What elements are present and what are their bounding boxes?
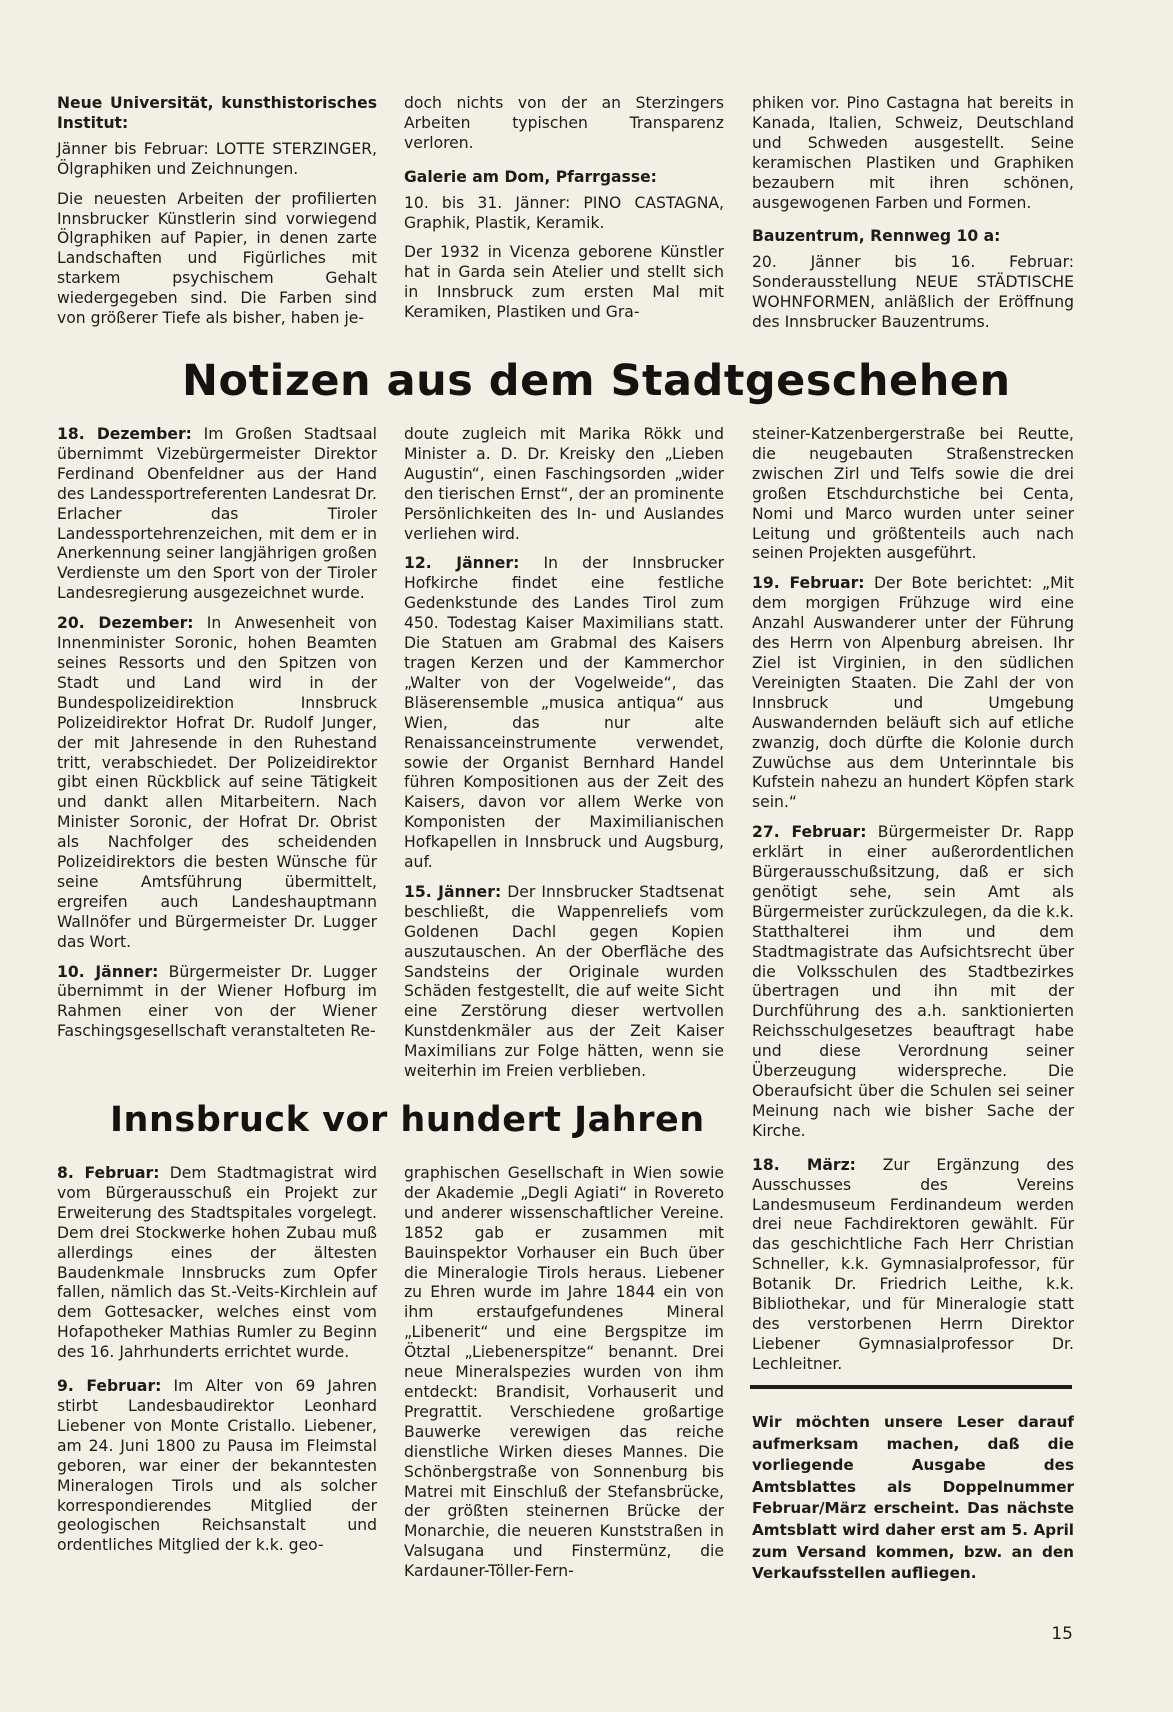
hundert-column-1 <box>57 1164 377 1566</box>
entry-text: Der Innsbrucker Stadtsenat beschließt, die Wappenreliefs vom Goldenen Dachl gegen Kopien auszutauschen. An der Oberfläche des Sandsteins der Originale wurden Schäden festgestellt, die auf weite Sicht eine Zerstörung dieser wertvollen Kunstdenkmäler aus der Zeit Kaiser Maximilians zur Folge hätten, wenn sie weiterhin im Freien verblieben. <box>404 882 724 1081</box>
exhibition-dates: Jänner bis Februar: LOTTE STERZINGER, Ölgraphiken und Zeichnungen. <box>57 139 377 178</box>
news-entry <box>57 963 377 1043</box>
entry-date: 19. Februar: <box>752 574 865 593</box>
news-entry-continued: graphischen Gesellschaft in Wien sowie der Akademie „Degli Agiati“ in Rovereto und anderer wissenschaftlicher Vereine. 1852 gab er zusammen mit Bauinspektor Vorhauser ein Buch über die Mineralogie Tirols heraus. Liebener zu Ehren wurde im Jahre 1844 ein von ihm erstaufgefundenes Mineral „Libenerit“ und eine Bergspitze im Ötztal „Liebenerspitze“ benannt. Drei neue Mineralspezies wurden von ihm entdeckt: Brandisit, Vorhauserit und Pregrattit. Verschiedene großartige Bauwerke verewigen das reiche dienstliche Wirken dieses Mannes. Die Schönbergstraße von Sonnenburg bis Matrei mit Einschluß der Stefansbrücke, der größten steinernen Brücke der Monarchie, die neueren Kunststraßen in Valsugana und Finstermünz, die Kardauner-Töller-Fern- <box>404 1164 724 1581</box>
entry-date: 9. Februar: <box>57 1377 162 1396</box>
exhibition-heading: Bauzentrum, Rennweg 10 a: <box>752 227 1001 246</box>
exhibition-text: phiken vor. Pino Castagna hat bereits in Kanada, Italien, Schweiz, Deutschland und Schweden ausgestellt. Seine keramischen Plastiken und Graphiken bezaubern mit ihren schönen, ausgewogenen Farben und Formen. <box>752 94 1074 212</box>
news-entry <box>752 823 1074 1142</box>
entry-text: Im Großen Stadtsaal übernimmt Vizebürgermeister Direktor Ferdinand Obenfeldner aus der Hand des Landessportreferenten Landesrat Dr. Erlacher das Tiroler Landessportehrenzeichen, mit dem er in Anerkennung seiner langjährigen großen Verdienste um den Sport von der Tiroler Landesregierung ausgezeichnet wurde. <box>57 425 377 603</box>
top-column-2 <box>404 94 724 333</box>
news-entry <box>57 614 377 952</box>
news-entry-continued: steiner-Katzenbergerstraße bei Reutte, die neugebauten Straßenstrecken zwischen Zirl und Telfs sowie die drei großen Etschdurchstiche bei Centa, Nomi und Marco wurden unter seiner Leitung und größtenteils auch nach seinen Projekten ausgeführt. <box>752 425 1074 563</box>
entry-date: 20. Dezember: <box>57 614 194 633</box>
entry-date: 15. Jänner: <box>404 882 502 901</box>
exhibition-text: doch nichts von der an Sterzingers Arbeiten typischen Transparenz verloren. <box>404 94 724 152</box>
notizen-column-2 <box>404 425 724 1092</box>
entry-date: 12. Jänner: <box>404 554 520 573</box>
news-entry <box>57 425 377 604</box>
news-entry <box>752 1156 1074 1375</box>
entry-text-split: 10. Jänner: Bürgermeister Dr. Lugger übernimmt in der Wiener Hofburg im Rahmen einer von der Wiener Faschingsgesellschaft veranstalteten Re- <box>57 962 377 1041</box>
exhibition-heading: Galerie am Dom, Pfarrgasse: <box>404 167 657 186</box>
section-title-notizen: Notizen aus dem Stadtgeschehen <box>182 356 1011 406</box>
exhibition-text: Der 1932 in Vicenza geborene Künstler hat in Garda sein Atelier und stellt sich in Innsbruck zum ersten Mal mit Keramiken, Plastiken und Gra- <box>404 243 724 322</box>
news-entry <box>752 574 1074 813</box>
reader-notice: Wir möchten unsere Leser darauf aufmerksam machen, daß die vorliegende Ausgabe des Amtsblattes als Doppelnummer Februar/März erscheint. Das nächste Amtsblatt wird daher erst am 5. April zum Versand kommen, bzw. an den Verkaufsstellen aufliegen. <box>752 1413 1074 1583</box>
divider-rule <box>750 1385 1072 1389</box>
entry-date: 8. Februar: <box>57 1164 160 1182</box>
exhibition-heading: Neue Universität, kunsthistorisches Institut: <box>57 94 377 132</box>
news-entry <box>57 1377 377 1556</box>
news-entry <box>404 554 724 873</box>
entry-text: In der Innsbrucker Hofkirche findet eine festliche Gedenkstunde des Landes Tirol zum 450. Todestag Kaiser Maximilians statt. Die Statuen am Grabmal des Kaisers tragen Kerzen und der Kammerchor „Walter von der Vogelweide“, das Bläserensemble „musica antiqua“ aus Wien, das nur alte Renaissanceinstrumente verwendet, sowie der Organist Bernhard Handel führen Kompositionen aus der Zeit des Kaisers, davon vor allem Werke von Komponisten der Maximilianischen Hofkapellen in Innsbruck und Augsburg, auf. <box>404 554 724 872</box>
section-title-hundert-jahre: Innsbruck vor hundert Jahren <box>110 1100 705 1140</box>
entry-date: 18. Dezember: <box>57 425 192 443</box>
right-column <box>752 425 1074 1385</box>
entry-text: Bürgermeister Dr. Rapp erklärt in einer außerordentlichen Bürgerausschußsitzung, daß er sich genötigt sehe, sein Amt als Bürgermeister zurückzulegen, da die k.k. Statthalterei ihm und dem Stadtmagistrate das Aufsichtsrecht über die Volksschulen des Stadtbezirkes übertragen und ihn mit der Durchführung des a.h. sanktionierten Reichsschulgesetzes beauftragt habe und diese Verordnung seiner Überzeugung widerspreche. Die Oberaufsicht über die Schulen sei seiner Meinung nach wie bisher Sache der Kirche. <box>752 823 1074 1140</box>
entry-date: 27. Februar: <box>752 823 867 842</box>
notizen-column-1 <box>57 425 377 1052</box>
entry-text: Dem Stadtmagistrat wird vom Bürgerausschuß ein Projekt zur Erweiterung des Stadtspitales vorgelegt. Dem drei Stockwerke hohen Zubau muß allerdings eines der ältesten Baudenkmale Innsbrucks zum Opfer fallen, nämlich das St.-Veits-Kirchlein auf dem Gottesacker, welches einst vom Hofapotheker Mathias Rumler zu Beginn des 16. Jahrhunderts errichtet wurde. <box>57 1164 377 1362</box>
news-entry <box>57 1164 377 1363</box>
news-entry-continued: doute zugleich mit Marika Rökk und Minister a. D. Dr. Kreisky den „Lieben Augustin“, einen Faschingsorden „wider den tierischen Ernst“, der an prominente Persönlichkeiten des In- und Auslandes verliehen wird. <box>404 425 724 543</box>
entry-date: 18. März: <box>752 1155 856 1174</box>
top-column-3 <box>752 94 1074 343</box>
entry-text: Zur Ergänzung des Ausschusses des Vereins Landesmuseum Ferdinandeum werden drei neue Fachdirektoren gewählt. Für das geschichtliche Fach Herr Christian Schneller, k.k. Gymnasialprofessor, für Botanik Dr. Friedrich Leithe, k.k. Bibliothekar, und für Mineralogie statt des verstorbenen Herrn Direktor Liebener Gymnasialprofessor Dr. Lechleitner. <box>752 1155 1074 1373</box>
page-number: 15 <box>1051 1624 1073 1644</box>
hundert-column-2 <box>404 1164 724 1592</box>
top-column-1 <box>57 94 377 339</box>
exhibition-dates: 20. Jänner bis 16. Februar: Sonderausstellung NEUE STÄDTISCHE WOHNFORMEN, anläßlich der Eröffnung des Innsbrucker Bauzentrums. <box>752 253 1074 332</box>
entry-text: Im Alter von 69 Jahren stirbt Landesbaudirektor Leonhard Liebener von Monte Cristallo. Liebener, am 24. Juni 1800 zu Pausa im Fleimstal geboren, war einer der bekanntesten Mineralogen Tirols und als solcher korrespondierendes Mitglied der geologischen Reichsanstalt und ordentliches Mitglied der k.k. geo- <box>57 1377 377 1555</box>
entry-text: Der Bote berichtet: „Mit dem morgigen Frühzuge wird eine Anzahl Auswanderer unter der Führung des Herrn von Alpenburg abreisen. Ihr Ziel ist Virginien, in den südlichen Vereinigten Staaten. Die Zahl der von Innsbruck und Umgebung Auswandernden beläuft sich auf etliche zwanzig, doch dürfte die Kolonie durch Zuwüchse aus dem Unterinntale bis Kufstein nahezu an hundert Köpfen stark sein.“ <box>752 574 1074 812</box>
exhibition-dates: 10. bis 31. Jänner: PINO CASTAGNA, Graphik, Plastik, Keramik. <box>404 193 724 232</box>
exhibition-text: Die neuesten Arbeiten der profilierten Innsbrucker Künstlerin sind vorwiegend Ölgraphiken auf Papier, in denen zarte Landschaften und Figürliches mit starkem psychischem Gehalt wiedergegeben sind. Die Farben sind von größerer Tiefe als bisher, haben je- <box>57 189 377 328</box>
entry-text: In Anwesenheit von Innenminister Soronic, hohen Beamten seines Ressorts und den Spitzen von Stadt und Land wird in der Bundespolizeidirektion Innsbruck Polizeidirektor Hofrat Dr. Rudolf Junger, der mit Jahresende in den Ruhestand tritt, verabschiedet. Der Polizeidirektor gibt einen Rückblick auf seine Tätigkeit und dankt allen Mitarbeitern. Nach Minister Soronic, der Hofrat Dr. Obrist als Nachfolger des scheidenden Polizeidirektors die besten Wünsche für seine Amtsführung übermittelt, ergreifen auch Landeshauptmann Wallnöfer und Bürgermeister Dr. Lugger das Wort. <box>57 614 377 951</box>
news-entry <box>404 883 724 1082</box>
